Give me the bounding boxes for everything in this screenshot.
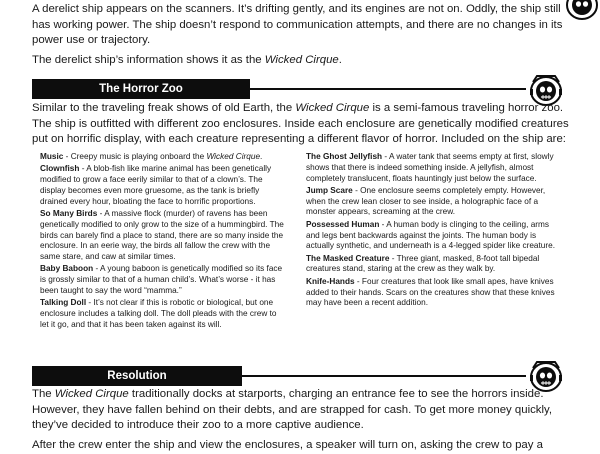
exhibit-name: Jump Scare (306, 185, 353, 195)
section-divider (250, 88, 526, 90)
resolution-paragraph-continued: After the crew enter the ship and view the enclosures, a speaker will turn on, asking the crew to pay a (32, 439, 543, 451)
exhibit-name: Knife-Hands (306, 276, 355, 286)
exhibit-name: Possessed Human (306, 219, 380, 229)
section-divider (242, 375, 526, 377)
exhibit-entry: Clownfish - A blob-fish like marine animal has been genetically modified to grow a face eerily similar to that of a clown’s. The display becomes even more gruesome, as the tank is briefly drained every hour, bloating the face to horrific proportions. (40, 164, 272, 206)
intro-paragraph: A derelict ship appears on the scanners. It’s drifting gently, and its engines are not on. Oddly, the ship still has working power. The ship doesn’t respond to communication attempts, and there are no changes in its power use or trajectory. (32, 3, 563, 47)
exhibit-entry: Knife-Hands - Four creatures that look like small apes, have knives added to their hands. Scars on the creatures show that these knives may have been a recent addition. (306, 276, 555, 308)
exhibit-name: Baby Baboon (40, 264, 94, 274)
exhibit-entry: Baby Baboon - A young baboon is genetically modified so its face is grossly similar to that of a human child’s. What’s worse - it has been taught to say the word “mamma.” (40, 264, 283, 296)
exhibit-name: Talking Doll (40, 298, 87, 308)
exhibit-name: The Ghost Jellyfish (306, 152, 383, 161)
ship-name: Wicked Cirque (54, 388, 129, 400)
ship-name: Wicked Cirque (264, 54, 339, 66)
exhibit-name: Music (40, 152, 64, 161)
section-heading-horror-zoo: The Horror Zoo (32, 79, 250, 99)
exhibit-list-right (306, 152, 558, 311)
exhibit-entry: Music - Creepy music is playing onboard the Wicked Cirque. (40, 152, 263, 161)
exhibit-name: Clownfish (40, 164, 80, 174)
exhibit-entry: So Many Birds - A massive flock (murder) of ravens has been genetically modified to only grow to the size of a hummingbird. The birds can barely find a place to stand, there are so many inside the enclosure. In an eerie way, the birds all fallow the crew with the same stare, and caw at similar times. (40, 208, 284, 262)
exhibit-name: The Masked Creature (306, 253, 390, 263)
zoo-intro-paragraph: Similar to the traveling freak shows of old Earth, the Wicked Cirque is a semi-famous traveling horror zoo. The ship is outfitted with different zoo enclosures. Inside each enclosure are genetically modified creatures put on horrific display, with each creature representing a different flavor of horror. Included on the ship are: (32, 102, 569, 146)
exhibit-entry: Talking Doll - It’s not clear if this is robotic or biological, but one enclosure includes a talking doll. The doll pleads with the crew to let it go, and that it has been taken against its will. (40, 298, 277, 329)
exhibit-entry: The Masked Creature - Three giant, masked, 8-foot tall bipedal creatures stand, staring at the crew as they walk by. (306, 253, 540, 274)
derelict-paragraph: The derelict ship’s information shows it as the Wicked Cirque. (32, 54, 342, 66)
exhibit-list-left (40, 152, 286, 332)
resolution-paragraph: The Wicked Cirque traditionally docks at starports, charging an entrance fee to see the horrors inside. However, they have fallen behind on their debts, and are strapped for cash. To get more money quickly, they’ve decided to introduce their zoo to a more captive audience. (32, 388, 553, 432)
exhibit-entry: Jump Scare - One enclosure seems completely empty. However, when the crew lean closer to see inside, a holographic face of a monster appears, screaming at the crew. (306, 185, 546, 217)
section-heading-resolution: Resolution (32, 366, 242, 386)
exhibit-entry: Possessed Human - A human body is clinging to the ceiling, arms and legs bent backwards against the joints. The human body is actually synthetic, and underneath is a 4-legged spider like creature. (306, 219, 556, 251)
exhibit-name: So Many Birds (40, 208, 98, 218)
exhibit-entry: The Ghost Jellyfish - A water tank that seems empty at first, slowly shows that there is indeed something inside. A jellyfish, almost completely translucent, floats hauntingly just below the surface. (306, 152, 554, 183)
ship-name: Wicked Cirque (295, 102, 370, 114)
